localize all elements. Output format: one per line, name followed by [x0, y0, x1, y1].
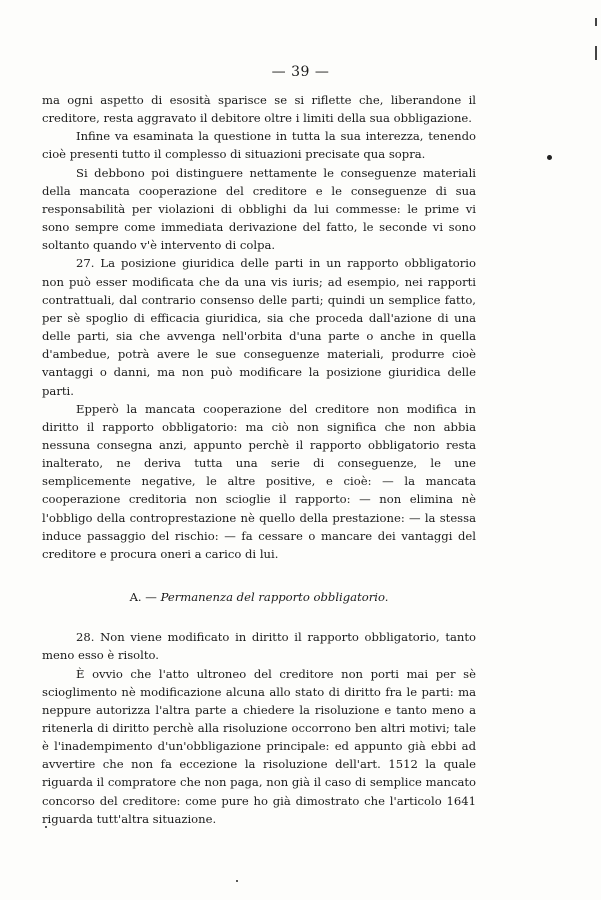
section-spacer-bottom	[42, 606, 476, 628]
ink-speck	[45, 826, 47, 828]
paragraph-question-scope: Infine va esaminata la questione in tutta la sua interezza, tenendo cioè presenti tutto il complesso di situazioni precisate qua sopra.	[42, 129, 476, 162]
page-number: — 39 —	[271, 64, 330, 80]
section-heading-title: Permanenza del rapporto obbligatorio.	[160, 590, 389, 605]
edge-mark	[595, 46, 597, 60]
section-heading-prefix: A. —	[129, 590, 161, 605]
edge-mark	[595, 18, 597, 26]
ink-speck	[547, 155, 552, 160]
paragraph-cooperation-consequences: Epperò la mancata cooperazione del creditore non modifica in diritto il rapporto obbligatorio: ma ciò non significa che non abbia nessuna consegna anzi, appunto perchè il rapporto obbligatorio resta inalterato, ne deriva tutta una serie di conseguenze, le une semplicemente negative, le altre positive, e cioè: — la mancata cooperazione creditoria non scioglie il rapporto: — non elimina nè l'obbligo della controprestazione nè quello della prestazione: — la stessa induce passaggio del rischio: — fa cessare o mancare dei vantaggi del creditore e procura oneri a carico di lui.	[42, 401, 476, 561]
paragraph-27-legal-position: 27. La posizione giuridica delle parti in un rapporto obbligatorio non può esser modificata che da una vis iuris; ad esempio, nei rapporti contrattuali, dal contrario consenso delle parti; quindi un semplice fatto, per sè spoglio di efficacia giuridica, sia che proceda dall'azione di una delle parti, sia che avvenga nell'orbita d'una parte o anche in quella d'ambedue, potrà avere le sue conseguenze materiali, produrre cioè vantaggi o danni, ma non può modificare la posizione giuridica delle parti.	[42, 256, 476, 398]
ink-speck	[236, 880, 238, 882]
paragraph-continuation: ma ogni aspetto di esosità sparisce se si riflette che, liberandone il creditore, resta aggravato il debitore oltre i limiti della sua obbligazione.	[42, 93, 476, 126]
paragraph-ultroneous-act: È ovvio che l'atto ultroneo del creditore non porti mai per sè scioglimento nè modificazione alcuna allo stato di diritto fra le parti: ma neppure autorizza l'altra parte a chiedere la risoluzione e tanto meno a ritenerla di diritto perchè alla risoluzione occorrono ben altri motivi; tale è l'inadempimento d'un'obbligazione principale: ed appunto già ebbi ad avvertire che non fa eccezione la risoluzione dell'art. 1512 la quale riguarda il compratore che non paga, non già il caso di semplice mancato concorso del creditore: come pure ho già dimostrato che l'articolo 1641 riguarda tutt'altra situazione.	[42, 666, 476, 826]
section-heading	[42, 588, 476, 606]
section-spacer-top	[42, 563, 476, 588]
paragraph-28-not-modified: 28. Non viene modificato in diritto il rapporto obbligatorio, tanto meno esso è risolto.	[42, 630, 476, 663]
body-text	[42, 91, 476, 828]
paragraph-material-consequences: Si debbono poi distinguere nettamente le conseguenze materiali della mancata cooperazione del creditore e le conseguenze di sua responsabilità per violazioni di obblighi da lui commesse: le prime vi sono sempre come immediata derivazione del fatto, le seconde vi sono soltanto quando v'è intervento di colpa.	[42, 165, 476, 253]
